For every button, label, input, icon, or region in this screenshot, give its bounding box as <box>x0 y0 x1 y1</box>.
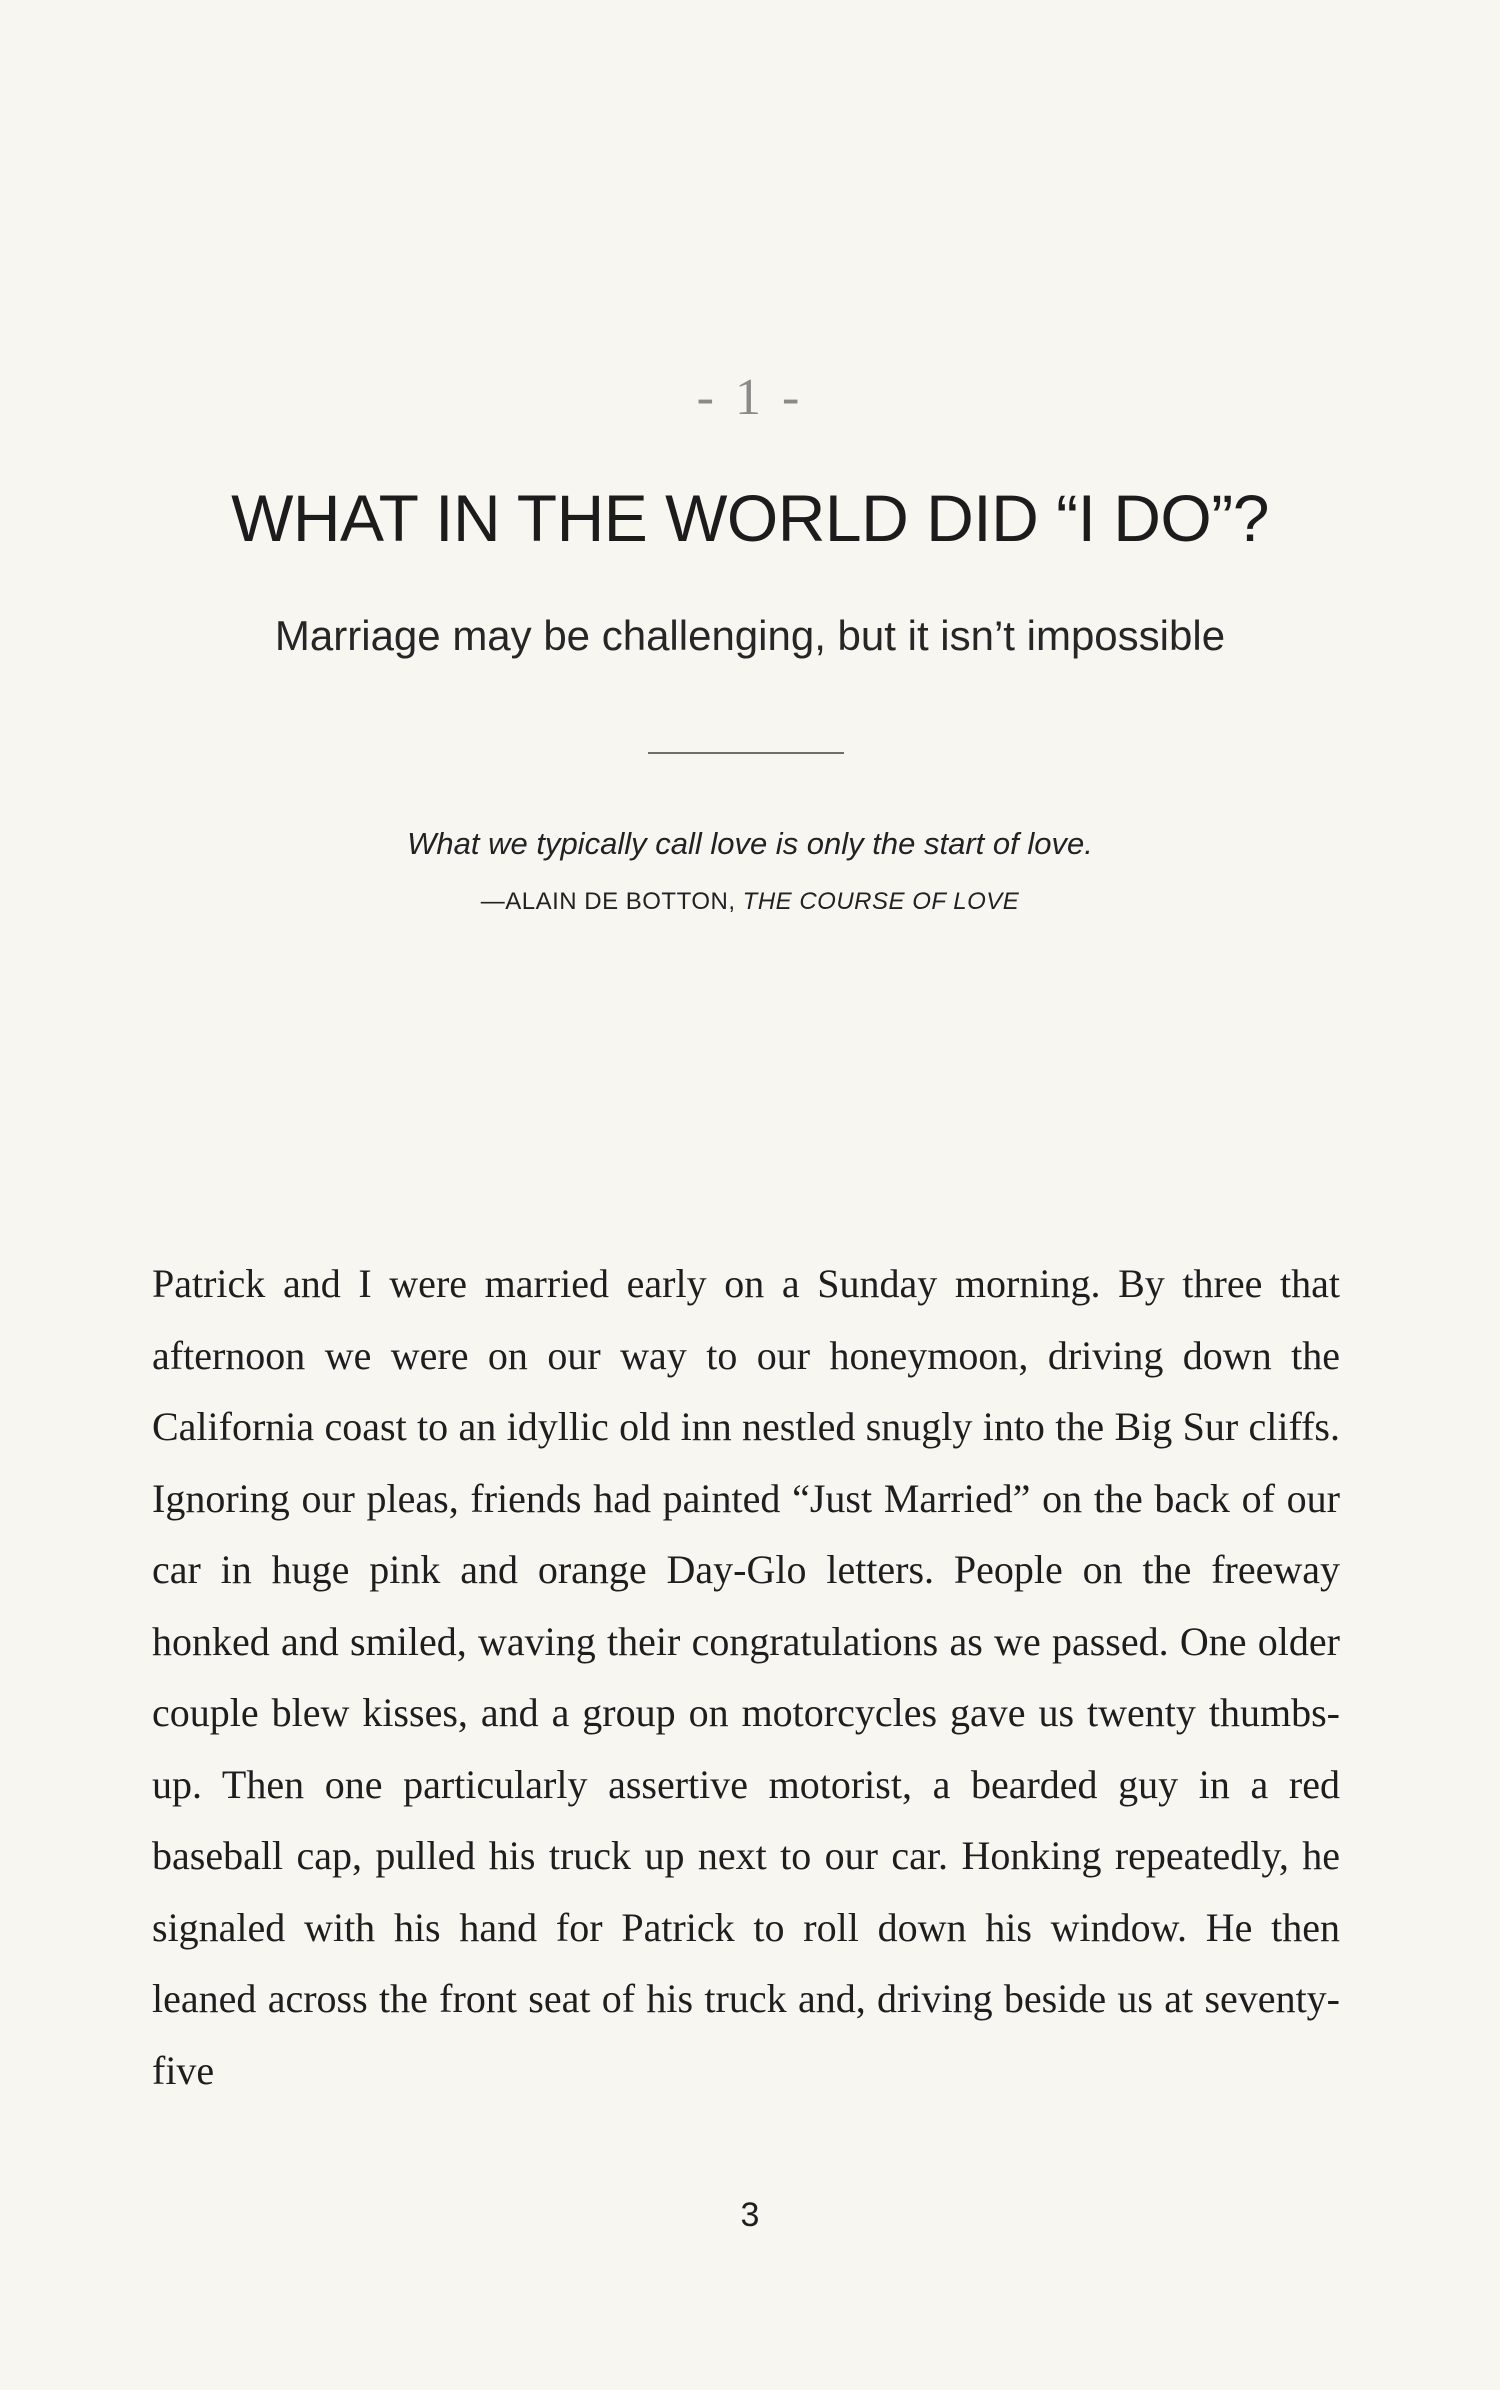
epigraph-author: —ALAIN DE BOTTON, <box>480 888 736 915</box>
body-paragraph: Patrick and I were married early on a Sunday morning. By three that afternoon we were on our way to our honeymoon, driving down the California coast to an idyllic old inn nestled snugly into the Big Sur cliffs. Ignoring our pleas, friends had painted “Just Married” on the back of our car in huge pink and orange Day-Glo letters. People on the freeway honked and smiled, waving their congratulations as we passed. One older couple blew kisses, and a group on motorcycles gave us twenty thumbs-up. Then one particularly assertive motorist, a bearded guy in a red baseball cap, pulled his truck up next to our car. Honking repeatedly, he signaled with his hand for Patrick to roll down his window. He then leaned across the front seat of his truck and, driving beside us at seventy-five <box>152 1261 1340 2093</box>
chapter-subtitle: Marriage may be challenging, but it isn’t impossible <box>274 612 1226 659</box>
chapter-title: WHAT IN THE WORLD DID “I DO”? <box>231 481 1269 555</box>
epigraph-quote: What we typically call love is only the start of love. <box>407 826 1093 861</box>
chapter-number: - 1 - <box>696 369 804 426</box>
page-number: 3 <box>740 2196 760 2234</box>
section-divider <box>648 752 844 754</box>
epigraph-work: THE COURSE OF LOVE <box>742 888 1020 915</box>
epigraph-attribution <box>0 888 1500 916</box>
